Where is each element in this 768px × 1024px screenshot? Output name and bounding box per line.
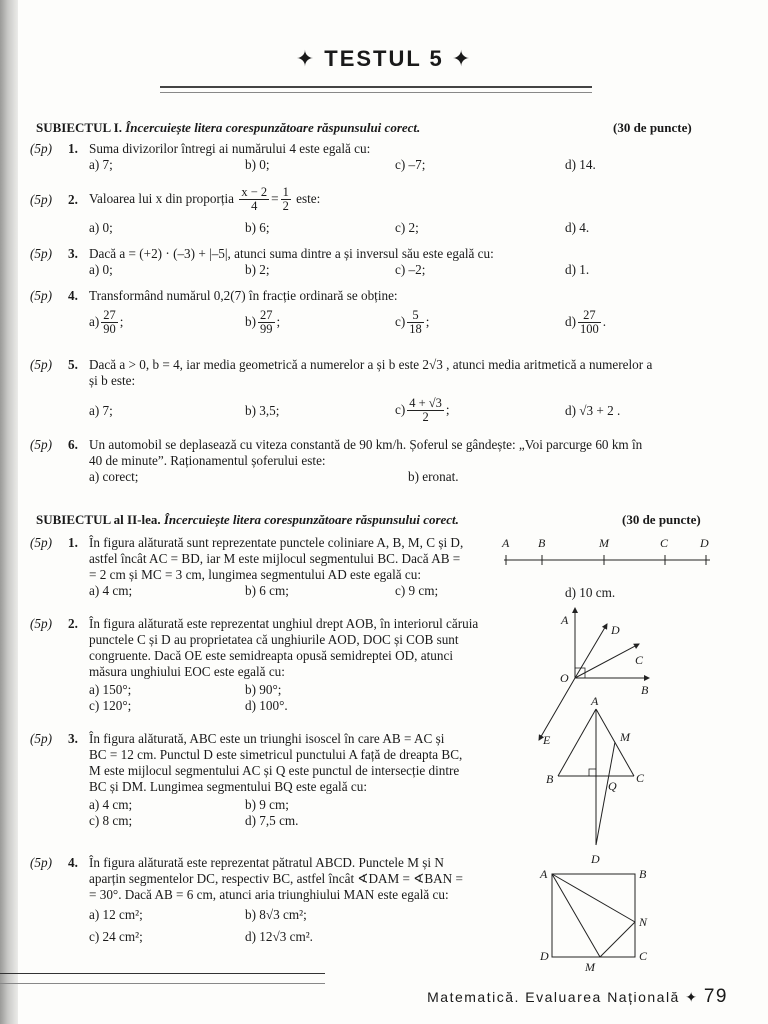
q6-number: 6. bbox=[68, 437, 78, 452]
q5-option-c-letter: c) bbox=[395, 402, 406, 417]
q4-option-d[interactable] bbox=[565, 304, 606, 340]
q4-option-a[interactable] bbox=[89, 304, 123, 340]
footer-text: Matematică. Evaluarea Națională ✦ bbox=[427, 989, 699, 1005]
q4-option-d-num: 27 bbox=[578, 309, 601, 323]
q5-text-line1: Dacă a > 0, b = 4, iar media geometrică a numerelor a și b este 2√3 , atunci media aritmetică a numerelor a bbox=[89, 357, 653, 372]
q2-option-a[interactable]: a) 0; bbox=[89, 220, 113, 235]
q2-2-line3: congruente. Dacă OE este semidreapta opusă semidreptei OD, atunci bbox=[89, 648, 453, 663]
q5-option-b[interactable]: b) 3,5; bbox=[245, 403, 280, 418]
fig1-label-A: A bbox=[502, 536, 510, 550]
figure-isosceles-triangle bbox=[538, 695, 658, 870]
fig3-label-A: A bbox=[591, 695, 599, 708]
q4-option-d-end: . bbox=[602, 314, 607, 329]
q5-text-line2: și b este: bbox=[89, 373, 136, 388]
q2-3-option-d[interactable]: d) 7,5 cm. bbox=[245, 813, 299, 828]
q2-2-option-d[interactable]: d) 100°. bbox=[245, 698, 288, 713]
fig4-label-C: C bbox=[639, 949, 648, 963]
fig4-label-M: M bbox=[585, 960, 595, 974]
page-title: ✦ TESTUL 5 ✦ bbox=[295, 46, 473, 71]
fig2-label-O: O bbox=[560, 671, 569, 685]
q2-4-line3: = 30°. Dacă AB = 6 cm, atunci aria triunghiului MAN este egală cu: bbox=[89, 887, 449, 902]
q2-frac-right-den: 2 bbox=[282, 199, 289, 214]
q2-2-number: 2. bbox=[68, 616, 78, 631]
q2-option-d[interactable]: d) 4. bbox=[565, 220, 590, 235]
section-2-instruction: Încercuiește litera corespunzătoare răspunsului corect. bbox=[163, 512, 459, 527]
fig1-label-D: D bbox=[700, 536, 709, 550]
q1-option-d[interactable]: d) 14. bbox=[565, 157, 596, 172]
q4-option-c-sep: ; bbox=[425, 314, 430, 329]
q2-4-line2: aparțin segmentelor DC, respectiv BC, astfel încât ∢DAM = ∢BAN = bbox=[89, 871, 463, 886]
q4-text: Transformând numărul 0,2(7) în fracție ordinară se obține: bbox=[89, 288, 398, 303]
q4-option-a-fraction bbox=[101, 309, 118, 336]
q4-option-d-letter: d) bbox=[565, 314, 576, 329]
q2-4-points: (5p) bbox=[30, 855, 52, 870]
q2-option-b[interactable]: b) 6; bbox=[245, 220, 270, 235]
q2-3-line3: M este mijlocul segmentului AC și Q este punctul de intersecție dintre bbox=[89, 763, 460, 778]
fig3-label-B: B bbox=[546, 772, 554, 786]
q3-option-b[interactable]: b) 2; bbox=[245, 262, 270, 277]
q4-option-c-num: 5 bbox=[407, 309, 424, 323]
q2-4-option-b[interactable]: b) 8√3 cm²; bbox=[245, 907, 307, 922]
q4-option-c[interactable] bbox=[395, 304, 429, 340]
q4-option-b-fraction bbox=[258, 309, 275, 336]
q6-points: (5p) bbox=[30, 437, 52, 452]
section-2-label: SUBIECTUL al II-lea. bbox=[36, 512, 161, 527]
q5-option-c-sep: ; bbox=[445, 402, 450, 417]
section-1-heading bbox=[36, 120, 420, 136]
q2-1-option-a[interactable]: a) 4 cm; bbox=[89, 583, 133, 598]
figure-collinear-points bbox=[498, 532, 718, 572]
q3-text: Dacă a = (+2) · (–3) + |–5|, atunci suma dintre a și inversul său este egală cu: bbox=[89, 246, 494, 261]
q6-text-line2: 40 de minute”. Raționamentul șoferului este: bbox=[89, 453, 326, 468]
q2-1-option-c[interactable]: c) 9 cm; bbox=[395, 583, 439, 598]
q4-option-b-num: 27 bbox=[260, 308, 273, 323]
fig4-label-N: N bbox=[639, 915, 648, 929]
q6-option-b[interactable]: b) eronat. bbox=[408, 469, 459, 484]
q2-1-line2: astfel încât AC = BD, iar M este mijlocul segmentului BC. Dacă AB = bbox=[89, 551, 461, 566]
fig2-label-A: A bbox=[561, 613, 569, 627]
q2-2-line4: măsura unghiului EOC este egală cu: bbox=[89, 664, 285, 679]
q5-option-c-num: 4 + √3 bbox=[409, 396, 442, 411]
q4-option-b-sep: ; bbox=[276, 314, 281, 329]
q2-3-line4: BC și DM. Lungimea segmentului BQ este egală cu: bbox=[89, 779, 367, 794]
fig2-label-C: C bbox=[635, 653, 644, 667]
q2-equals: = bbox=[271, 191, 279, 206]
section-1-instruction: Încercuiește litera corespunzătoare răspunsului corect. bbox=[125, 120, 421, 135]
q2-1-line3: = 2 cm și MC = 3 cm, lungimea segmentului AD este egală cu: bbox=[89, 567, 422, 582]
fig3-label-M: M bbox=[620, 730, 630, 744]
q2-1-number: 1. bbox=[68, 535, 78, 550]
q2-2-line2: punctele C și D au proprietatea că unghiurile AOD, DOC și COB sunt bbox=[89, 632, 459, 647]
q2-frac-left-num: x − 2 bbox=[241, 185, 268, 200]
q2-3-number: 3. bbox=[68, 731, 78, 746]
q2-4-option-a[interactable]: a) 12 cm²; bbox=[89, 907, 143, 922]
q4-number: 4. bbox=[68, 288, 78, 303]
fig1-label-C: C bbox=[660, 536, 669, 550]
q2-option-c[interactable]: c) 2; bbox=[395, 220, 419, 235]
q2-text-pre: Valoarea lui x din proporția bbox=[89, 191, 235, 206]
q2-text bbox=[89, 181, 320, 217]
fig4-label-B: B bbox=[639, 867, 647, 881]
q2-2-points: (5p) bbox=[30, 616, 52, 631]
q6-option-a[interactable]: a) corect; bbox=[89, 469, 139, 484]
q2-4-line1: În figura alăturată este reprezentat pătratul ABCD. Punctele M și N bbox=[89, 855, 444, 870]
q2-3-option-b[interactable]: b) 9 cm; bbox=[245, 797, 289, 812]
q4-option-a-letter: a) bbox=[89, 314, 100, 329]
q2-fraction-right bbox=[281, 186, 291, 213]
q4-option-d-fraction bbox=[578, 309, 601, 336]
fig3-label-C: C bbox=[636, 771, 645, 785]
q4-option-c-letter: c) bbox=[395, 314, 406, 329]
section-1-label: SUBIECTUL I. bbox=[36, 120, 122, 135]
fig1-label-M: M bbox=[599, 536, 609, 550]
q3-number: 3. bbox=[68, 246, 78, 261]
q1-text: Suma divizorilor întregi ai numărului 4 este egală cu: bbox=[89, 141, 371, 156]
q3-option-d[interactable]: d) 1. bbox=[565, 262, 590, 277]
q3-option-c[interactable]: c) –2; bbox=[395, 262, 426, 277]
fig4-label-D: D bbox=[540, 949, 549, 963]
q2-1-option-b[interactable]: b) 6 cm; bbox=[245, 583, 289, 598]
q2-2-option-a[interactable]: a) 150°; bbox=[89, 682, 132, 697]
q4-option-c-den: 18 bbox=[409, 322, 422, 337]
q2-3-line2: BC = 12 cm. Punctul D este simetricul punctului A față de dreapta BC, bbox=[89, 747, 463, 762]
q4-option-c-fraction bbox=[407, 309, 424, 336]
fig2-label-E: E bbox=[543, 733, 551, 747]
fig3-label-D: D bbox=[591, 852, 600, 866]
q4-points: (5p) bbox=[30, 288, 52, 303]
q1-option-c[interactable]: c) –7; bbox=[395, 157, 426, 172]
page-spine-shadow bbox=[0, 0, 18, 1024]
footer-rule bbox=[0, 973, 325, 974]
q4-option-b-den: 99 bbox=[260, 322, 273, 337]
section-2-points: (30 de puncte) bbox=[622, 512, 701, 527]
q4-option-a-num: 27 bbox=[103, 308, 116, 323]
q4-option-d-den: 100 bbox=[580, 322, 599, 337]
q4-option-a-den: 90 bbox=[103, 322, 116, 337]
q4-option-b-letter: b) bbox=[245, 314, 256, 329]
q1-points: (5p) bbox=[30, 141, 52, 156]
q2-3-option-a[interactable]: a) 4 cm; bbox=[89, 797, 133, 812]
fig2-label-D: D bbox=[611, 623, 620, 637]
fig1-label-B: B bbox=[538, 536, 546, 550]
q5-points: (5p) bbox=[30, 357, 52, 372]
q2-4-option-c[interactable]: c) 24 cm²; bbox=[89, 929, 143, 944]
q2-4-number: 4. bbox=[68, 855, 78, 870]
figure-square-abcd bbox=[535, 862, 655, 974]
q1-number: 1. bbox=[68, 141, 78, 156]
title-rule bbox=[160, 86, 592, 93]
q3-points: (5p) bbox=[30, 246, 52, 261]
q2-fraction-left bbox=[239, 186, 269, 213]
q6-text-line1: Un automobil se deplasează cu viteza constantă de 90 km/h. Șoferul se gândește: „Voi parcurge 60 km în bbox=[89, 437, 643, 452]
page-footer bbox=[427, 986, 728, 1008]
footer-rule-thin bbox=[0, 983, 325, 984]
section-2-heading bbox=[36, 512, 459, 528]
q2-number: 2. bbox=[68, 192, 78, 207]
q1-option-b[interactable]: b) 0; bbox=[245, 157, 270, 172]
section-1-points: (30 de puncte) bbox=[613, 120, 692, 135]
q2-4-option-d[interactable]: d) 12√3 cm². bbox=[245, 929, 313, 944]
q5-option-c-den: 2 bbox=[422, 410, 429, 425]
q2-1-points: (5p) bbox=[30, 535, 52, 550]
fig4-label-A: A bbox=[540, 867, 548, 881]
q5-option-c-fraction bbox=[407, 397, 444, 424]
q5-option-a[interactable]: a) 7; bbox=[89, 403, 113, 418]
q5-number: 5. bbox=[68, 357, 78, 372]
q3-option-a[interactable]: a) 0; bbox=[89, 262, 113, 277]
q2-points: (5p) bbox=[30, 192, 52, 207]
q4-option-b[interactable] bbox=[245, 304, 280, 340]
fig3-label-Q: Q bbox=[608, 779, 617, 793]
q2-3-points: (5p) bbox=[30, 731, 52, 746]
q2-1-option-d[interactable]: d) 10 cm. bbox=[565, 585, 616, 600]
q2-2-option-b[interactable]: b) 90°; bbox=[245, 682, 282, 697]
q2-3-option-c[interactable]: c) 8 cm; bbox=[89, 813, 133, 828]
q5-option-c[interactable] bbox=[395, 392, 450, 428]
q5-option-d[interactable]: d) √3 + 2 . bbox=[565, 403, 621, 418]
q2-frac-left-den: 4 bbox=[251, 199, 258, 214]
q2-2-option-c[interactable]: c) 120°; bbox=[89, 698, 132, 713]
q1-option-a[interactable]: a) 7; bbox=[89, 157, 113, 172]
q4-option-a-sep: ; bbox=[119, 314, 124, 329]
page-number: 79 bbox=[703, 986, 728, 1007]
q2-1-line1: În figura alăturată sunt reprezentate punctele coliniare A, B, M, C și D, bbox=[89, 535, 464, 550]
q2-text-post: este: bbox=[296, 191, 321, 206]
q2-2-line1: În figura alăturată este reprezentat unghiul drept AOB, în interiorul căruia bbox=[89, 616, 479, 631]
q2-3-line1: În figura alăturată, ABC este un triunghi isoscel în care AB = AC și bbox=[89, 731, 445, 746]
fig2-label-B: B bbox=[641, 683, 649, 697]
q2-frac-right-num: 1 bbox=[282, 185, 289, 200]
